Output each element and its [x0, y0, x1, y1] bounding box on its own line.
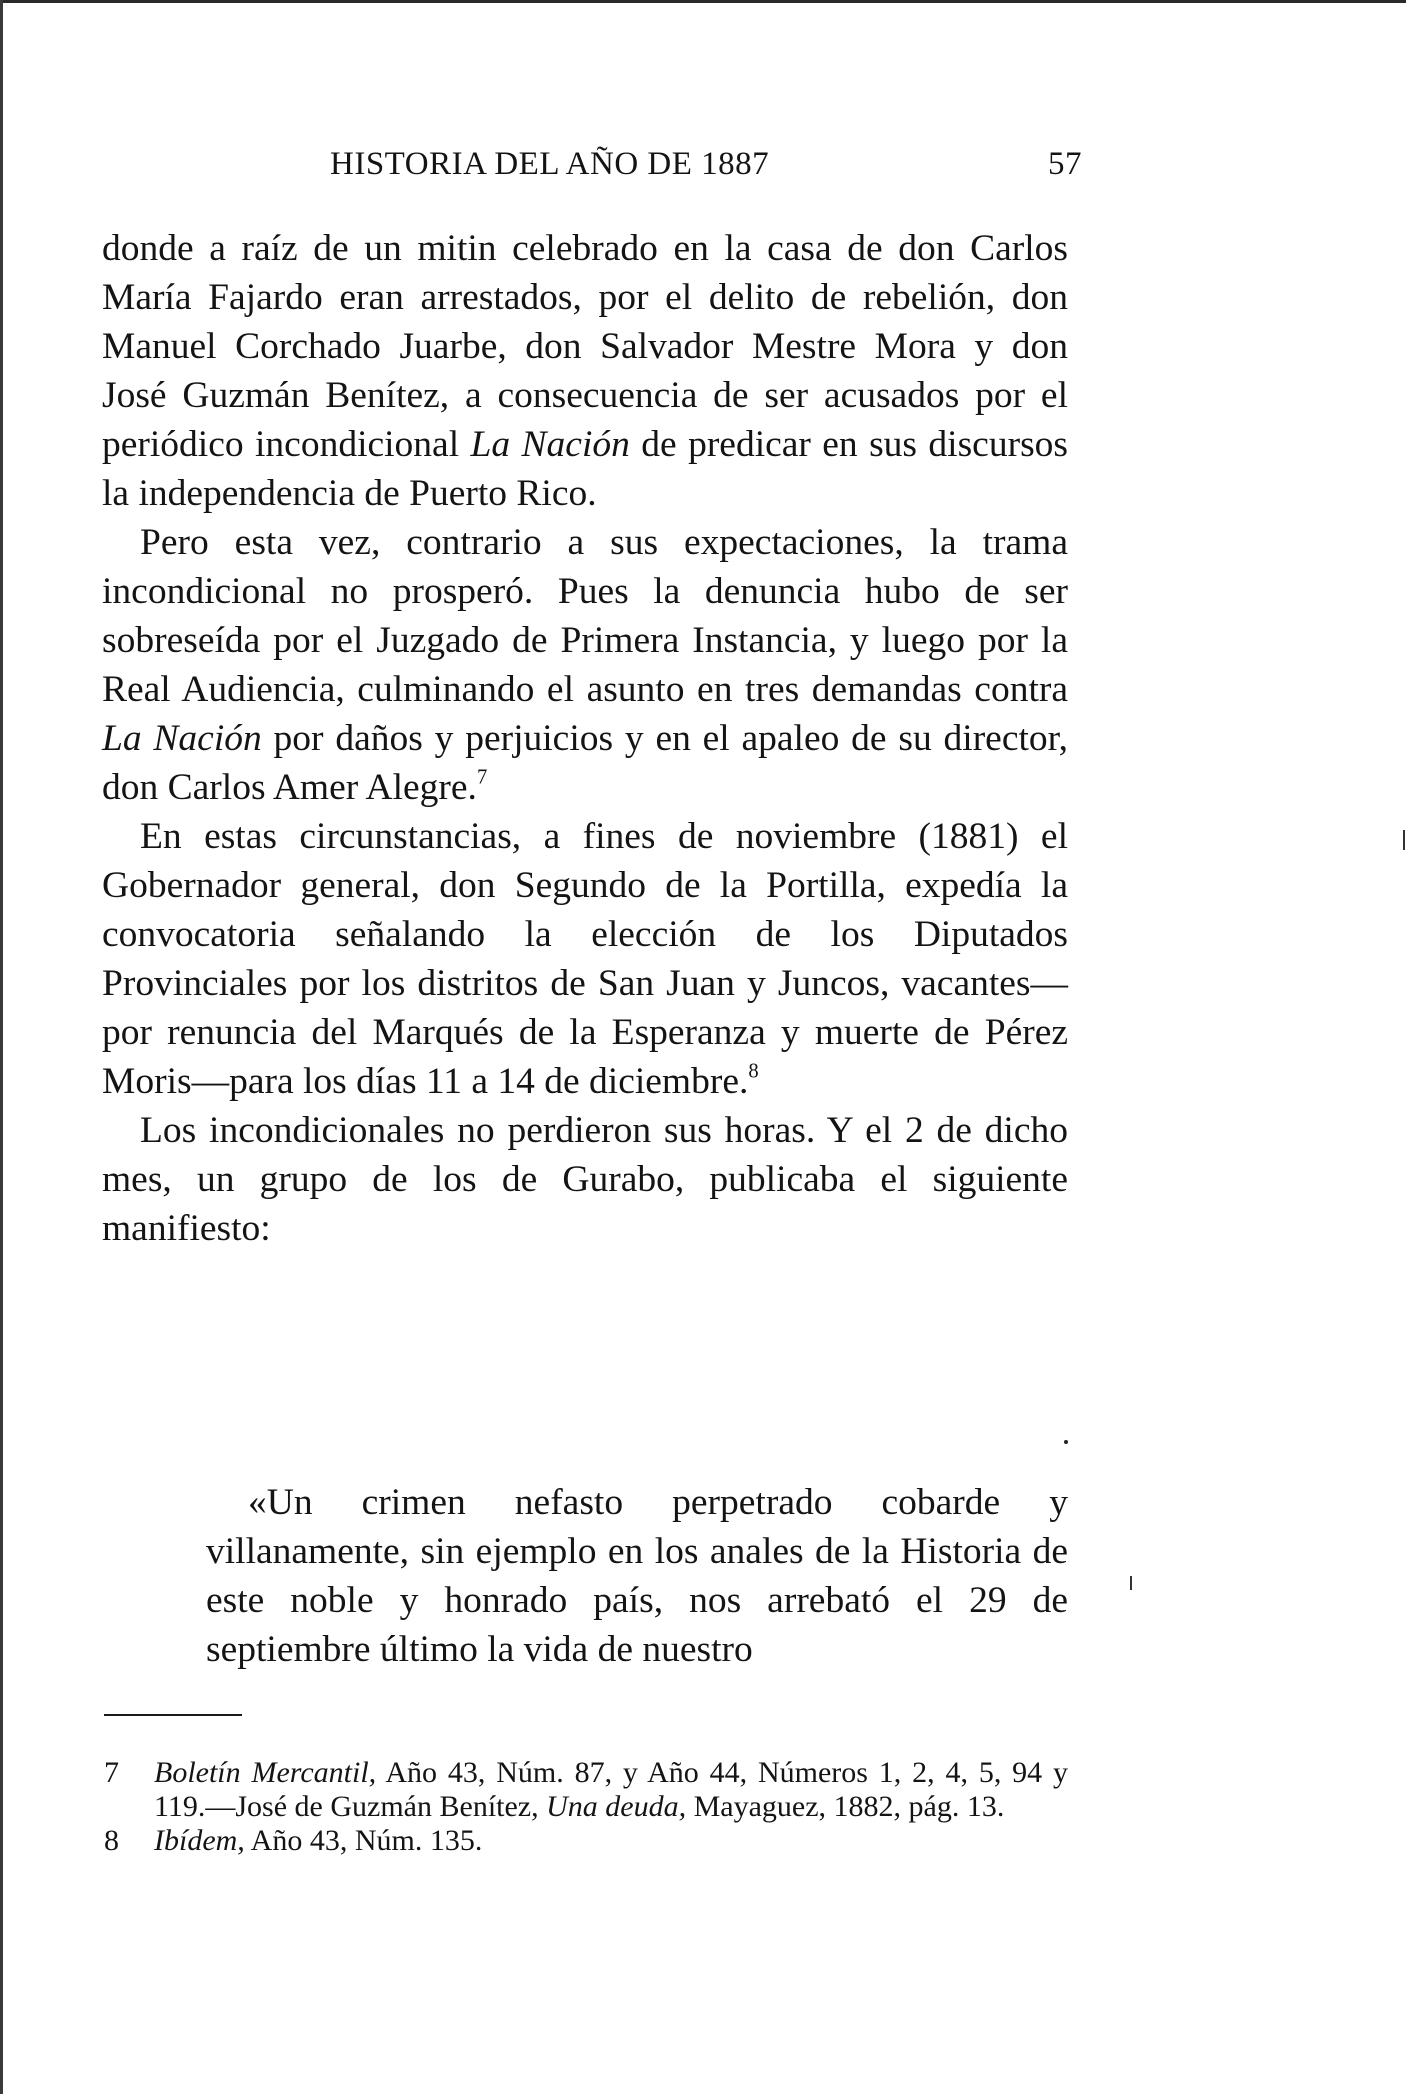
- footnote-7-italic-work: Una deuda,: [546, 1790, 687, 1823]
- footnote-8: [104, 1824, 1068, 1858]
- page-number: 57: [1048, 146, 1082, 182]
- footnote-7-text: [154, 1756, 1068, 1824]
- footnote-7-number: 7: [104, 1756, 119, 1789]
- scan-mark: [1130, 1576, 1132, 1590]
- footnote-7-text-a: Año 43, Núm. 87, y Año 44, Números 1, 2, 4, 5, 94 y 119.—José de Guzmán Benítez,: [154, 1756, 1068, 1823]
- footnote-8-italic-source: Ibídem,: [154, 1824, 245, 1857]
- paragraph-1-italic-title: La Nación: [470, 424, 630, 465]
- block-quote: [206, 1478, 1068, 1674]
- footnote-7-italic-source: Boletín Mercantil,: [154, 1756, 377, 1789]
- body-text: [102, 224, 1068, 1253]
- paragraph-4-text: Los incondicionales no perdieron sus horas. Y el 2 de dicho mes, un grupo de los de Gurabo, publicaba el siguiente manifiesto:: [102, 1110, 1068, 1249]
- footnote-7-text-b: Mayaguez, 1882, pág. 13.: [686, 1790, 1005, 1823]
- paragraph-1-text-a: donde a raíz de un mitin celebrado en la casa de don Carlos María Fajardo eran arrestados, por el delito de rebelión, don Manuel Corchado Juarbe, don Salvador Mestre Mora y don José Guzmán Benítez, a consecuencia de ser acusados por el periódico incondicional: [102, 228, 1068, 465]
- running-head: [330, 146, 1082, 190]
- footnote-7: [104, 1756, 1068, 1824]
- block-quote-text: «Un crimen nefasto perpetrado cobarde y villanamente, sin ejemplo en los anales de la Historia de este noble y honrado país, nos arrebató el 29 de septiembre último la vida de nuestro: [206, 1482, 1068, 1670]
- paragraph-3-text: En estas circunstancias, a fines de noviembre (1881) el Gobernador general, don Segundo de la Portilla, expedía la convocatoria señalando la elección de los Diputados Provinciales por los distritos de San Juan y Juncos, vacantes—por renuncia del Marqués de la Esperanza y muerte de Pérez Moris—para los días 11 a 14 de diciembre.: [102, 816, 1068, 1102]
- footnote-separator-rule: [104, 1714, 242, 1716]
- footnote-ref-8[interactable]: 8: [748, 1060, 759, 1083]
- scan-edge-top: [0, 0, 1406, 3]
- scan-edge-left: [0, 0, 3, 2094]
- scan-mark: [1403, 830, 1405, 850]
- scan-speck: [1064, 1440, 1068, 1444]
- running-head-title: HISTORIA DEL AÑO DE 1887: [330, 146, 770, 182]
- paragraph-3: [102, 812, 1068, 1106]
- footnote-8-number: 8: [104, 1824, 119, 1857]
- footnote-ref-7[interactable]: 7: [476, 766, 488, 789]
- footnotes: [104, 1756, 1068, 1858]
- paragraph-2-italic-title: La Nación: [102, 718, 262, 759]
- paragraph-2: [102, 518, 1068, 812]
- footnote-8-text: [154, 1824, 1068, 1858]
- paragraph-2-text-a: Pero esta vez, contrario a sus expectaciones, la trama incondicional no prosperó. Pues la denuncia hubo de ser sobreseída por el Juzgado de Primera Instancia, y luego por la Real Audiencia, culminando el asunto en tres demandas contra: [102, 522, 1068, 710]
- paragraph-1-text-b: de predicar en sus discursos la independencia de Puerto Rico.: [102, 424, 1069, 514]
- paragraph-1: [102, 224, 1068, 518]
- paragraph-2-text-b: por daños y perjuicios y en el apaleo de su director, don Carlos Amer Alegre.: [102, 718, 1069, 808]
- footnote-8-text-a: Año 43, Núm. 135.: [244, 1824, 483, 1857]
- paragraph-4: [102, 1106, 1068, 1253]
